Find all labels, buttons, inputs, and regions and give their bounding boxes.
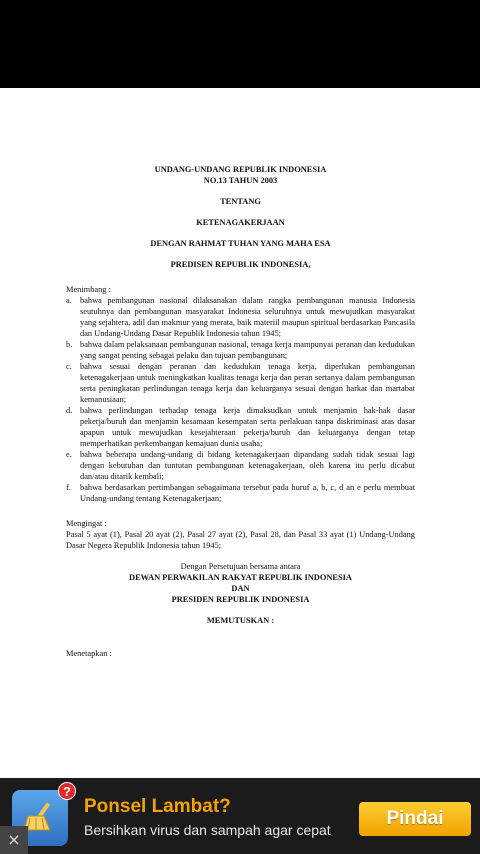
item-text: bahwa pembangunan nasional dilaksanakan dalam rangka pembangunan manusia Indonesia seutuhnya dan pembangunan masyarakat Indonesia seluruhnya untuk mewujudkan masyarakat yang sejahtera, adil dan makmur yang merata, baik materiil maupun spiritual berdasarkan Pancasila dan Undang-Undang Dasar Republik Indonesia tahun 1945;	[80, 296, 415, 338]
ad-title[interactable]: Ponsel Lambat?	[84, 796, 231, 817]
menetapkan-label: Menetapkan :	[66, 649, 112, 658]
item-marker: b.	[66, 340, 73, 349]
item-marker: f.	[66, 483, 71, 492]
menimbang-item	[66, 295, 415, 339]
close-icon[interactable]: ×	[0, 826, 28, 854]
presiden-heading: PRESIDEN REPUBLIK INDONESIA	[171, 595, 310, 604]
question-badge-icon: ?	[58, 782, 76, 800]
top-black-bar	[0, 0, 480, 88]
scan-button[interactable]: Pindai	[359, 802, 471, 836]
mengingat-text: Pasal 5 ayat (1), Pasal 20 ayat (2), Pasal 27 ayat (2), Pasal 28, dan Pasal 33 ayat (1) Undang-Undang Dasar Negera Republik Indonesia tahun 1945;	[66, 530, 415, 550]
item-marker: a.	[66, 296, 72, 305]
menimbang-item	[66, 339, 415, 361]
doc-title-line2: NO.13 TAHUN 2003	[203, 176, 278, 185]
doc-tentang: TENTANG	[220, 197, 261, 206]
persetujuan-text: Dengan Persetujuan bersama antara	[180, 562, 301, 571]
menimbang-label: Menimbang :	[66, 285, 111, 294]
menimbang-item	[66, 449, 415, 482]
dpr-heading: DEWAN PERWAKILAN RAKYAT REPUBLIK INDONESIA	[129, 573, 352, 582]
ad-subtitle[interactable]: Bersihkan virus dan sampah agar cepat	[84, 822, 331, 838]
item-text: bahwa berdasarkan pertimbangan sebagaimana tersebut pada huruf a, b, c, d an e perlu membuat Undang-undang tentang Ketenagakerjaan;	[80, 483, 415, 503]
document-page[interactable]	[0, 88, 480, 778]
item-text: bahwa dalam pelaksanaan pembangunan nasional, tenaga kerja mampunyai peranan dan kedudukan yang sangat penting sebagai pelaku dan tujuan pembangunan;	[80, 340, 415, 360]
dan-heading: DAN	[231, 584, 250, 593]
item-marker: d.	[66, 406, 73, 415]
menimbang-item	[66, 405, 415, 449]
menimbang-item	[66, 361, 415, 405]
item-text: bahwa perlindungan terhadap tenaga kerja dimaksudkan untuk menjamin hak-hak dasar pekerja/buruh dan menjamin kesamaan kesempatan serta perlakuan tanpa diskriminasi atas dasar apapun untuk mewujudkan kesejahteraan pekerja/buruh dan keluarganya dengan tetap memperhatikan perkembangan kemajuan dunia usaha;	[80, 406, 415, 448]
doc-subject: KETENAGAKERJAAN	[196, 218, 285, 227]
menimbang-item	[66, 482, 415, 504]
doc-title-line1: UNDANG-UNDANG REPUBLIK INDONESIA	[154, 165, 327, 174]
mengingat-label: Mengingat :	[66, 519, 107, 528]
item-marker: c.	[66, 362, 72, 371]
document-content	[66, 164, 415, 659]
item-text: bahwa sesuai dengan peranan dan kedudukan tenaga kerja, diperlukan pembangunan ketenagakerjaan untuk meningkatkan kualitas tenaga kerja dan peran sertanya dalam pembangunan serta peningkatan perlindungan tenaga kerja dan keluarganya sesuai dengan harkat dan martabat kemanusiaan;	[80, 362, 415, 404]
item-text: bahwa beberapa undang-undang di bidang ketenagakerjaan dipandang sudah tidak sesuai lagi dengan kebutuhan dan tuntutan pembangunan ketenagakerjaan, oleh karena itu perlu dicabut dan/atau ditarik kembali;	[80, 450, 415, 481]
item-marker: e.	[66, 450, 72, 459]
memutuskan-heading: MEMUTUSKAN :	[206, 616, 275, 625]
doc-blessing: DENGAN RAHMAT TUHAN YANG MAHA ESA	[150, 239, 331, 248]
doc-president: PREDISEN REPUBLIK INDONESIA,	[170, 260, 311, 269]
